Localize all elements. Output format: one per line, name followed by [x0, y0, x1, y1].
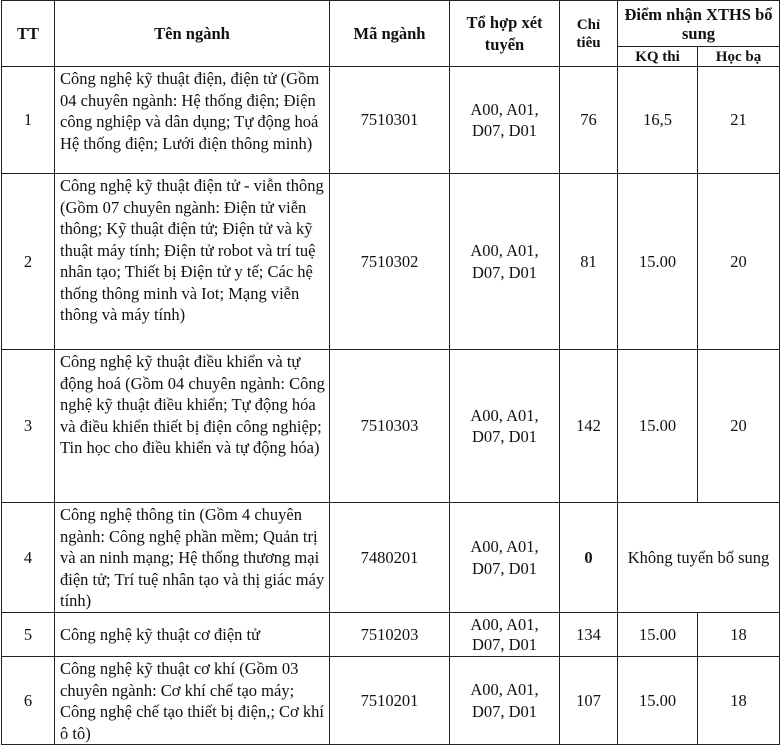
- cell-ten-nganh: Công nghệ kỹ thuật điện, điện tử (Gồm 04 chuyên ngành: Hệ thống điện; Điện công nghiệp và dân dụng; Tự động hoá Hệ thống điện; Lưới điện thông minh): [55, 67, 330, 174]
- cell-kq-thi: 15.00: [618, 613, 698, 657]
- cell-chi-tieu: 107: [560, 657, 618, 745]
- cell-to-hop: A00, A01, D07, D01: [450, 613, 560, 657]
- cell-ten-nganh: Công nghệ thông tin (Gồm 4 chuyên ngành: Công nghệ phần mềm; Quản trị và an ninh mạng; Hệ thống thương mại điện tử; Trí tuệ nhân tạo và thị giác máy tính): [55, 503, 330, 613]
- cell-chi-tieu: 134: [560, 613, 618, 657]
- header-ten-nganh: Tên ngành: [55, 1, 330, 67]
- cell-ma-nganh: 7510201: [330, 657, 450, 745]
- cell-kq-thi: 15.00: [618, 174, 698, 350]
- table-row: [2, 657, 780, 745]
- header-ma-nganh: Mã ngành: [330, 1, 450, 67]
- table-row: [2, 67, 780, 174]
- cell-chi-tieu: 81: [560, 174, 618, 350]
- admission-table: [1, 0, 780, 745]
- cell-to-hop: A00, A01, D07, D01: [450, 174, 560, 350]
- cell-tt: 3: [2, 350, 55, 503]
- cell-hoc-ba: 18: [698, 657, 780, 745]
- cell-tt: 2: [2, 174, 55, 350]
- header-hoc-ba: Học bạ: [698, 47, 780, 67]
- table-row: [2, 613, 780, 657]
- cell-to-hop: A00, A01, D07, D01: [450, 503, 560, 613]
- cell-ten-nganh: Công nghệ kỹ thuật điện tử - viễn thông (Gồm 07 chuyên ngành: Điện tử viễn thông; Kỹ thuật điện tử; Điện tử và kỹ thuật máy tính; Điện tử robot và trí tuệ nhân tạo; Thiết bị Điện tử y tế; Các hệ thống thông minh và Iot; Mạng viễn thông và máy tính): [55, 174, 330, 350]
- cell-ma-nganh: 7510303: [330, 350, 450, 503]
- table-row: [2, 174, 780, 350]
- cell-chi-tieu: 0: [560, 503, 618, 613]
- cell-chi-tieu: 142: [560, 350, 618, 503]
- cell-hoc-ba: 18: [698, 613, 780, 657]
- cell-hoc-ba: 20: [698, 174, 780, 350]
- cell-to-hop: A00, A01, D07, D01: [450, 67, 560, 174]
- cell-hoc-ba: 21: [698, 67, 780, 174]
- cell-tt: 5: [2, 613, 55, 657]
- cell-khong-tuyen-note: Không tuyển bổ sung: [618, 503, 780, 613]
- table-row: [2, 350, 780, 503]
- cell-hoc-ba: 20: [698, 350, 780, 503]
- header-kq-thi: KQ thi: [618, 47, 698, 67]
- header-tt: TT: [2, 1, 55, 67]
- cell-ma-nganh: 7480201: [330, 503, 450, 613]
- cell-kq-thi: 16,5: [618, 67, 698, 174]
- header-row: [2, 1, 780, 47]
- cell-tt: 6: [2, 657, 55, 745]
- header-diem-nhan: Điểm nhận XTHS bổ sung: [618, 1, 780, 47]
- cell-chi-tieu: 76: [560, 67, 618, 174]
- header-chi-tieu: Chỉ tiêu: [560, 1, 618, 67]
- cell-kq-thi: 15.00: [618, 350, 698, 503]
- cell-ten-nganh: Công nghệ kỹ thuật cơ điện tử: [55, 613, 330, 657]
- cell-tt: 1: [2, 67, 55, 174]
- cell-to-hop: A00, A01, D07, D01: [450, 350, 560, 503]
- cell-ten-nganh: Công nghệ kỹ thuật cơ khí (Gồm 03 chuyên ngành: Cơ khí chế tạo máy; Công nghệ chế tạo thiết bị điện,; Cơ khí ô tô): [55, 657, 330, 745]
- table-row: [2, 503, 780, 613]
- cell-tt: 4: [2, 503, 55, 613]
- cell-kq-thi: 15.00: [618, 657, 698, 745]
- cell-ma-nganh: 7510203: [330, 613, 450, 657]
- header-to-hop: Tổ hợp xét tuyển: [450, 1, 560, 67]
- cell-to-hop: A00, A01, D07, D01: [450, 657, 560, 745]
- cell-ma-nganh: 7510301: [330, 67, 450, 174]
- cell-ten-nganh: Công nghệ kỹ thuật điều khiển và tự động hoá (Gồm 04 chuyên ngành: Công nghệ kỹ thuật điều khiển; Tự động hóa và điều khiển thiết bị điện công nghiệp; Tin học cho điều khiển và tự động hóa): [55, 350, 330, 503]
- cell-ma-nganh: 7510302: [330, 174, 450, 350]
